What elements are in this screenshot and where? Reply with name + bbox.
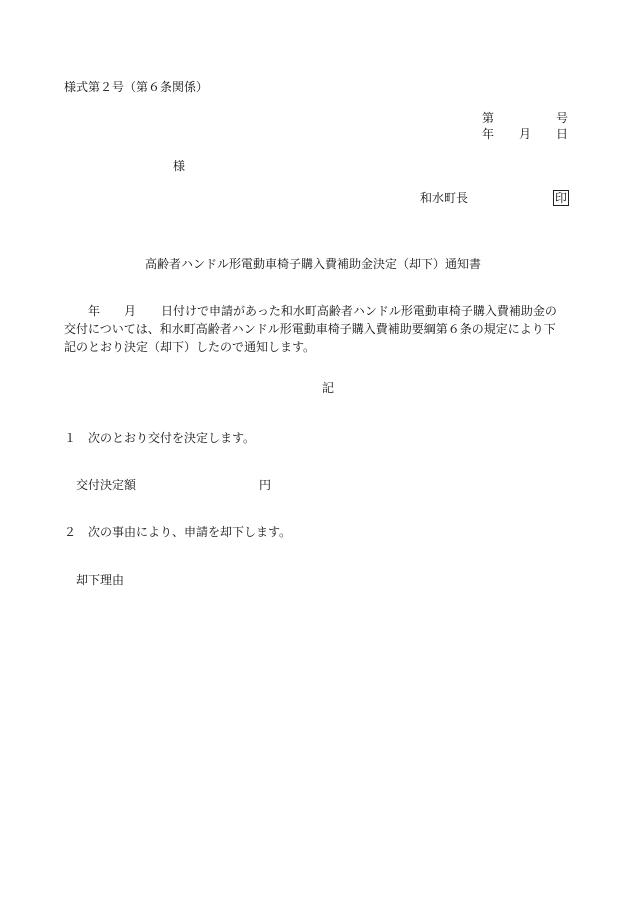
seal-text: 印 [555, 191, 568, 205]
doc-number-suffix: 号 [556, 111, 569, 125]
body-paragraph [64, 302, 570, 356]
body-text-line3: 記のとおり決定（却下）したので通知します。 [64, 340, 316, 354]
addressee-suffix: 様 [173, 159, 186, 173]
form-header: 様式第２号（第６条関係） [64, 80, 209, 94]
body-text-line2: 交付については、和水町高齢者ハンドル形電動車椅子購入費補助要綱第６条の規定により下 [64, 322, 556, 336]
date-month: 月 [519, 127, 532, 141]
seal-mark [553, 190, 569, 206]
item2-text: 次の事由により、申請を却下します。 [88, 525, 292, 539]
amount-unit: 円 [259, 478, 272, 492]
date-day: 日 [556, 127, 569, 141]
body-date-month: 月 [124, 304, 137, 318]
body-text-line1: 日付けで申請があった和水町高齢者ハンドル形電動車椅子購入費補助金の [161, 304, 557, 318]
date-year: 年 [482, 127, 495, 141]
reason-label: 却下理由 [76, 573, 125, 587]
amount-label: 交付決定額 [76, 478, 137, 492]
item1-number: １ [64, 431, 77, 445]
document-title: 高齢者ハンドル形電動車椅子購入費補助金決定（却下）通知書 [145, 257, 482, 271]
ki-heading: 記 [322, 381, 335, 395]
body-date-year: 年 [88, 304, 101, 318]
item2-number: ２ [64, 525, 77, 539]
issuer: 和水町長 [420, 191, 469, 205]
item1-text: 次のとおり交付を決定します。 [88, 431, 256, 445]
doc-number-prefix: 第 [482, 111, 495, 125]
